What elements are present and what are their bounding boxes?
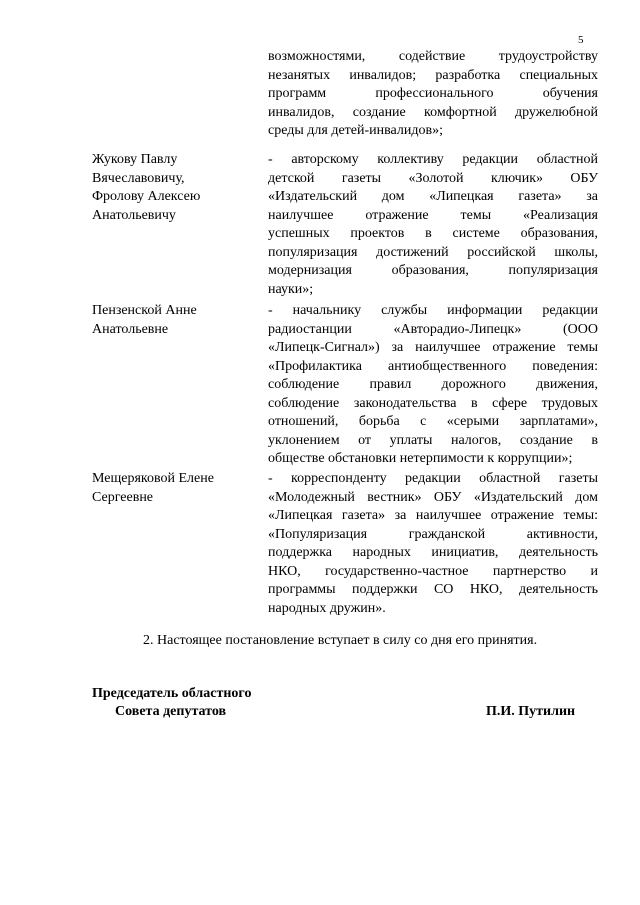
award-text-line: «Липецкая газета» за наилучшее отражение темы: [268, 508, 598, 523]
continuation-line: возможностями, содействие трудоустройству [268, 49, 598, 64]
recipient-name-line: Жукову Павлу [92, 152, 178, 167]
award-text-line: детской газеты «Золотой ключик» ОБУ [268, 170, 598, 186]
award-text-line: популяризация достижений российской школы, [268, 244, 598, 260]
award-text-line: «Издательский дом «Липецкая газета» за [268, 189, 598, 204]
award-text-line: НКО, государственно-частное партнерство и [268, 563, 598, 579]
closing-paragraph: 2. Настоящее постановление вступает в силу со дня его принятия. [143, 633, 538, 648]
continuation-line: инвалидов, создание комфортной дружелюбной [268, 104, 598, 120]
recipient-name-line: Вячеславовичу, [92, 170, 185, 186]
signatory-name: П.И. Путилин [486, 704, 576, 719]
award-description [268, 302, 598, 469]
recipient-name-line: Анатольевне [92, 321, 169, 337]
award-text-line: модернизация образования, популяризация [268, 263, 598, 278]
signature-title-line1: Председатель областного [92, 686, 252, 701]
award-text-line: поддержка народных инициатив, деятельность [268, 545, 598, 560]
award-text-line: программы поддержки СО НКО, деятельность [268, 582, 598, 597]
award-text-line: «Профилактика антиобщественного поведения: [268, 358, 598, 374]
award-recipient-names [92, 302, 252, 339]
award-text-line: «Молодежный вестник» ОБУ «Издательский дом [268, 489, 598, 505]
continuation-line: программ профессионального обучения [268, 86, 598, 101]
award-text-line: уклонением от уплаты налогов, создание в [268, 432, 598, 448]
award-text-line: - авторскому коллективу редакции областной [268, 152, 598, 167]
continuation-text [268, 48, 598, 141]
award-text-line: народных дружин». [268, 600, 386, 616]
award-text-line: успешных проектов в системе образования, [268, 226, 598, 241]
award-recipient-names [92, 470, 252, 507]
recipient-name-line: Сергеевне [92, 489, 154, 505]
award-text-line: отношений, борьба с «серыми зарплатами», [268, 414, 598, 429]
award-description [268, 151, 598, 299]
award-text-line: обществе обстановки нетерпимости к коррупции»; [268, 451, 573, 466]
continuation-line: среды для детей-инвалидов»; [268, 123, 443, 138]
award-text-line: - начальнику службы информации редакции [268, 303, 598, 318]
award-text-line: - корреспонденту редакции областной газеты [268, 471, 598, 486]
continuation-line: незанятых инвалидов; разработка специальных [268, 67, 598, 83]
award-text-line: «Липецк-Сигнал») за наилучшее отражение темы [268, 340, 598, 355]
recipient-name-line: Мещеряковой Елене [92, 471, 214, 486]
recipient-name-line: Пензенской Анне [92, 303, 197, 318]
page-number: 5 [578, 34, 584, 46]
award-text-line: науки»; [268, 281, 314, 297]
recipient-name-line: Анатольевичу [92, 207, 176, 223]
award-text-line: соблюдение правил дорожного движения, [268, 377, 598, 392]
award-text-line: радиостанции «Авторадио-Липецк» (ООО [268, 321, 598, 337]
award-text-line: «Популяризация гражданской активности, [268, 526, 598, 542]
award-text-line: соблюдение законодательства в сфере трудовых [268, 395, 598, 411]
recipient-name-line: Фролову Алексею [92, 189, 201, 204]
award-text-line: наилучшее отражение темы «Реализация [268, 207, 598, 223]
signature-title-line2: Совета депутатов [115, 704, 227, 719]
award-description [268, 470, 598, 618]
award-recipient-names [92, 151, 252, 225]
